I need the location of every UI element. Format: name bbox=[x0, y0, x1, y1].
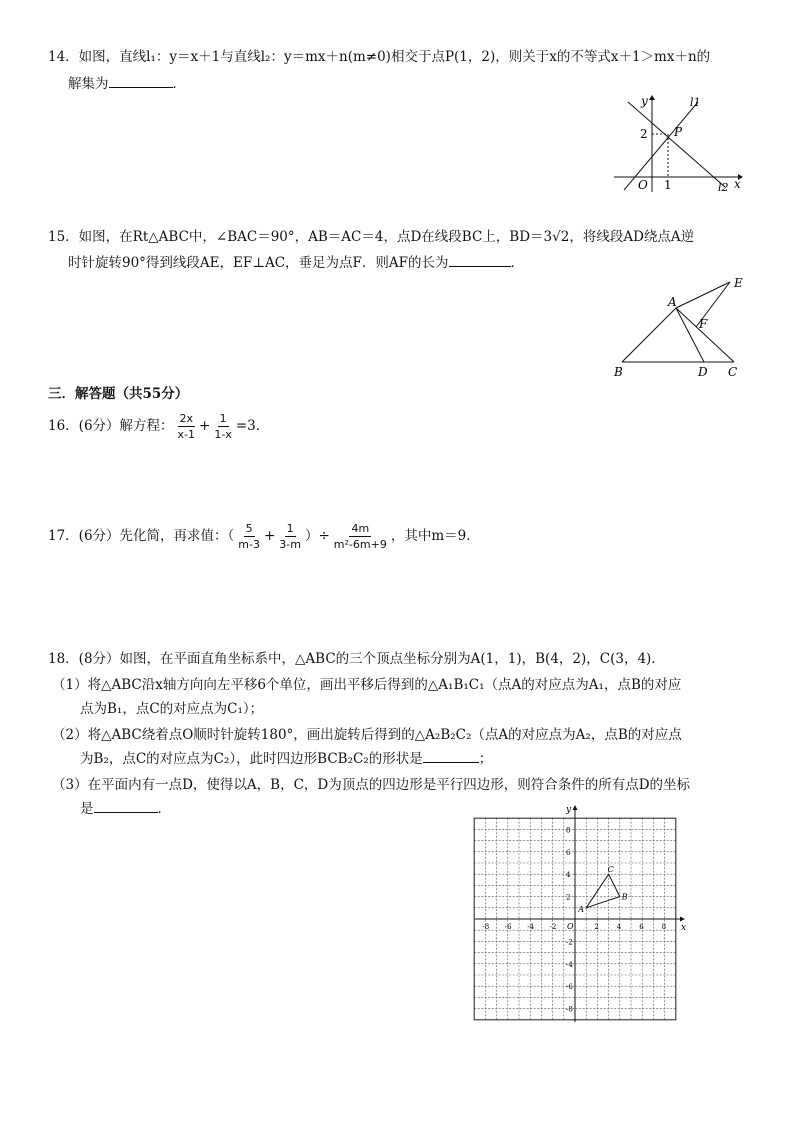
grid-y-tick: 2 bbox=[566, 893, 571, 902]
grid-x-tick: -4 bbox=[527, 923, 535, 931]
grid-label-C: C bbox=[607, 865, 614, 875]
q14-x-label: x bbox=[734, 177, 741, 191]
q17-f1-num: 5 bbox=[245, 522, 253, 535]
grid-y-tick: -6 bbox=[566, 983, 573, 992]
q17-f3-num: 4m bbox=[351, 522, 370, 535]
q14-origin: O bbox=[638, 178, 648, 192]
q18-part1-a: （1）将△ABC沿x轴方向向左平移6个单位，画出平移后得到的△A₁B₁C₁（点A的对应点为A₁，点B的对应 bbox=[52, 677, 682, 693]
q14-line-l2 bbox=[628, 102, 725, 187]
q18-coordinate-grid bbox=[470, 802, 695, 1027]
grid-x-ticks bbox=[482, 923, 666, 931]
q16-f2-num: 1 bbox=[219, 412, 227, 425]
grid-y-label: y bbox=[566, 805, 572, 815]
grid-y-tick: -4 bbox=[566, 960, 573, 969]
q18-part2-b-end: ； bbox=[478, 751, 493, 767]
grid-y-tick: 8 bbox=[566, 826, 571, 835]
grid-y-ticks bbox=[566, 826, 573, 1013]
q17-f2-num: 1 bbox=[286, 522, 294, 535]
grid-label-A: A bbox=[578, 904, 584, 914]
q17-f2-den: 3-m bbox=[279, 538, 301, 551]
q18-part2-b-text: 为B₂，点C的对应点为C₂），此时四边形BCB₂C₂的形状是 bbox=[80, 751, 423, 767]
q18-part3-b bbox=[80, 800, 171, 818]
q17 bbox=[48, 520, 480, 552]
q18-shape-blank[interactable] bbox=[423, 762, 479, 763]
q14-tick-2: 2 bbox=[640, 127, 648, 141]
triangle-ABC bbox=[586, 874, 620, 908]
q14-answer-prefix: 解集为 bbox=[68, 76, 109, 92]
q15-side-AB bbox=[622, 308, 676, 362]
q16-plus: + bbox=[199, 418, 211, 434]
q14-point-P: P bbox=[674, 125, 683, 139]
q16-f1-den: x-1 bbox=[177, 428, 196, 441]
q14-l1-label: l1 bbox=[690, 96, 701, 109]
q16-suffix: =3． bbox=[235, 418, 270, 434]
q14-y-label: y bbox=[641, 94, 648, 108]
q14-line1: 14．如图，直线l₁：y＝x＋1与直线l₂：y＝mx＋n(m≠0)相交于点P(1，2)，则关于x的不等式x＋1＞mx＋n的 bbox=[48, 49, 711, 65]
q16-f2-den: 1-x bbox=[214, 428, 232, 441]
q17-fraction-1 bbox=[236, 522, 262, 551]
q18-part2-b bbox=[80, 750, 492, 768]
q18-line1: 18．(8分）如图，在平面直角坐标系中，△ABC的三个顶点坐标分别为A(1，1)，B(4，2)，C(3，4)． bbox=[48, 651, 665, 667]
q15-segment-AE bbox=[676, 282, 730, 308]
q15-label-C: C bbox=[728, 365, 738, 379]
q18-part3-b-end: ． bbox=[157, 801, 171, 817]
q17-divide: ）÷ bbox=[304, 528, 330, 544]
grid-x-tick: 6 bbox=[639, 923, 644, 931]
q16-prefix: 16．(6分）解方程： bbox=[48, 418, 174, 434]
grid-y-arrow-icon bbox=[573, 805, 578, 810]
q16-fraction-2 bbox=[212, 412, 233, 441]
grid-x-label: x bbox=[681, 923, 687, 933]
q15-label-F: F bbox=[699, 317, 708, 331]
grid-x-arrow-icon bbox=[680, 917, 685, 922]
q16-f1-num: 2x bbox=[179, 412, 194, 425]
grid-y-tick: -8 bbox=[566, 1005, 573, 1014]
q14-line2-end: ． bbox=[172, 76, 186, 92]
grid-x-tick: 2 bbox=[594, 923, 599, 931]
q18-coordinates-blank[interactable] bbox=[94, 812, 158, 813]
q17-suffix: ，其中m＝9． bbox=[390, 528, 480, 544]
q17-prefix: 17．(6分）先化简，再求值：（ bbox=[48, 528, 235, 544]
q17-plus: + bbox=[263, 528, 276, 544]
q15-line1: 15．如图，在Rt△ABC中，∠BAC＝90°，AB＝AC＝4，点D在线段BC上，BD＝3√2，将线段AD绕点A逆 bbox=[48, 229, 695, 245]
q18-part3-a: （3）在平面内有一点D，使得以A，B，C，D为顶点的四边形是平行四边形，则符合条件的所有点D的坐标 bbox=[52, 777, 691, 793]
q18-part3-b-text: 是 bbox=[80, 801, 94, 817]
q14-line2 bbox=[68, 75, 186, 93]
q14-l2-label: l2 bbox=[718, 181, 729, 194]
q15-line2-text: 时针旋转90°得到线段AE，EF⊥AC，垂足为点F．则AF的长为 bbox=[68, 255, 449, 271]
grid-x-tick: 4 bbox=[616, 923, 622, 931]
grid-origin: O bbox=[567, 922, 574, 931]
section-heading: 三．解答题（共55分） bbox=[48, 386, 189, 402]
q15-label-B: B bbox=[614, 365, 623, 379]
q15-line2 bbox=[68, 254, 524, 272]
grid-x-tick: 8 bbox=[661, 923, 667, 931]
q14-figure bbox=[610, 92, 745, 197]
q17-f1-den: m-3 bbox=[238, 538, 260, 551]
grid-x-tick: -6 bbox=[504, 923, 512, 931]
grid-y-tick: 4 bbox=[566, 871, 571, 880]
q15-label-A: A bbox=[668, 295, 677, 309]
q17-fraction-2 bbox=[277, 522, 303, 551]
q16-fraction-1 bbox=[176, 412, 197, 441]
grid-label-B: B bbox=[621, 892, 628, 902]
q15-figure bbox=[610, 272, 750, 382]
q15-label-E: E bbox=[734, 276, 743, 290]
q14-tick-1: 1 bbox=[664, 178, 672, 192]
q18-part2-a: （2）将△ABC绕着点O顺时针旋转180°，画出旋转后得到的△A₂B₂C₂（点A的对应点为A₂，点B的对应点 bbox=[52, 727, 682, 743]
grid-y-tick: 6 bbox=[566, 848, 571, 857]
q18-part1-b: 点为B₁，点C的对应点为C₁）； bbox=[80, 701, 264, 717]
grid-x-tick: -2 bbox=[549, 923, 557, 931]
q17-f3-den: m²-6m+9 bbox=[333, 538, 387, 551]
grid-x-tick: -8 bbox=[482, 923, 490, 931]
q14-answer-blank[interactable] bbox=[109, 87, 173, 88]
q15-line2-end: ． bbox=[510, 255, 525, 271]
q15-label-D: D bbox=[698, 365, 708, 379]
q16 bbox=[48, 410, 269, 442]
q14-y-arrow-icon bbox=[649, 95, 655, 100]
q17-fraction-3 bbox=[332, 522, 389, 551]
q15-answer-blank[interactable] bbox=[449, 266, 511, 267]
grid-y-tick: -2 bbox=[566, 938, 573, 947]
